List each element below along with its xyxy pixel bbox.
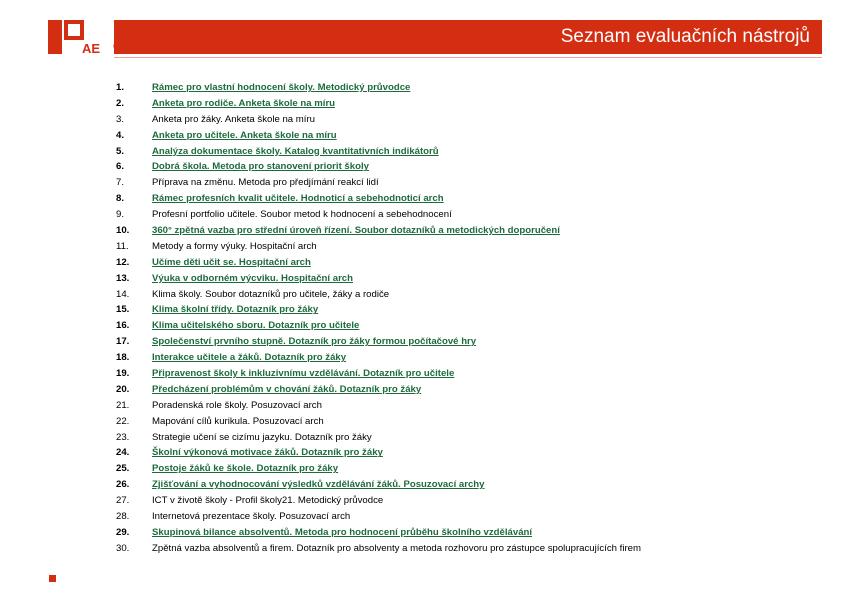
item-number: 6. bbox=[116, 161, 125, 173]
item-link[interactable]: Anketa pro učitele. Anketa škole na míru bbox=[152, 129, 337, 141]
item-link[interactable]: Připravenost školy k inkluzivnímu vzdělávání. Dotazník pro učitele bbox=[152, 368, 455, 380]
item-link[interactable]: Interakce učitele a žáků. Dotazník pro žáky bbox=[152, 352, 347, 364]
item-text: Anketa pro žáky. Anketa škole na míru bbox=[152, 113, 315, 125]
item-number: 17. bbox=[116, 336, 130, 348]
item-link[interactable]: 360° zpětná vazba pro střední úroveň řízení. Soubor dotazníků a metodických doporučení bbox=[152, 225, 560, 237]
item-link[interactable]: Analýza dokumentace školy. Katalog kvantitativních indikátorů bbox=[152, 145, 439, 157]
item-number: 11. bbox=[116, 240, 129, 252]
header-divider bbox=[114, 57, 822, 58]
list-item[interactable] bbox=[116, 461, 822, 477]
item-text: Mapování cílů kurikula. Posuzovací arch bbox=[152, 415, 324, 427]
item-number: 3. bbox=[116, 113, 125, 125]
list-item bbox=[116, 175, 822, 191]
item-link[interactable]: Dobrá škola. Metoda pro stanovení priorit školy bbox=[152, 161, 369, 173]
item-link[interactable]: Společenství prvního stupně. Dotazník pro žáky formou počítačové hry bbox=[152, 336, 477, 348]
item-number: 10. bbox=[116, 225, 130, 237]
item-link[interactable]: Školní výkonová motivace žáků. Dotazník pro žáky bbox=[152, 447, 383, 459]
list-item[interactable] bbox=[116, 334, 822, 350]
item-number: 9. bbox=[116, 209, 125, 221]
item-number: 19. bbox=[116, 368, 130, 380]
footer-marker bbox=[49, 575, 56, 582]
logo bbox=[48, 20, 114, 54]
list-item[interactable] bbox=[116, 477, 822, 493]
tagline: Cesta ke kvalitě bbox=[113, 42, 196, 51]
item-text: Profesní portfolio učitele. Soubor metod k hodnocení a sebehodnocení bbox=[152, 209, 452, 221]
item-number: 1. bbox=[116, 82, 125, 93]
item-text: Zpětná vazba absolventů a firem. Dotazník pro absolventy a metoda rozhovoru pro zástupce spolupracujících firem bbox=[152, 542, 642, 554]
list-item[interactable] bbox=[116, 318, 822, 334]
list-item[interactable] bbox=[116, 525, 822, 541]
page-title: Seznam evaluačních nástrojů bbox=[560, 26, 810, 47]
list-item bbox=[116, 509, 822, 525]
item-number: 26. bbox=[116, 479, 130, 491]
list-item bbox=[116, 430, 822, 446]
item-link[interactable]: Skupinová bilance absolventů. Metoda pro hodnocení průběhu školního vzdělávání bbox=[152, 526, 533, 538]
item-number: 14. bbox=[116, 288, 130, 300]
item-link[interactable]: Anketa pro rodiče. Anketa škole na míru bbox=[152, 97, 336, 109]
list-item bbox=[116, 207, 822, 223]
item-link[interactable]: Učíme děti učit se. Hospitační arch bbox=[152, 256, 311, 268]
item-number: 20. bbox=[116, 383, 130, 395]
list-item[interactable] bbox=[116, 382, 822, 398]
list-item[interactable] bbox=[116, 445, 822, 461]
item-number: 30. bbox=[116, 542, 130, 554]
item-number: 21. bbox=[116, 399, 130, 411]
item-text: ICT v životě školy - Profil školy21. Metodický průvodce bbox=[152, 495, 384, 507]
list-item[interactable] bbox=[116, 128, 822, 144]
item-text: Klima školy. Soubor dotazníků pro učitele, žáky a rodiče bbox=[152, 288, 390, 300]
list-item bbox=[116, 239, 822, 255]
item-number: 28. bbox=[116, 511, 130, 523]
item-number: 29. bbox=[116, 526, 130, 538]
item-number: 24. bbox=[116, 447, 130, 459]
item-link[interactable]: Klima učitelského sboru. Dotazník pro učitele bbox=[152, 320, 360, 332]
item-link[interactable]: Postoje žáků ke škole. Dotazník pro žáky bbox=[152, 463, 339, 475]
item-number: 25. bbox=[116, 463, 130, 475]
logo-notch bbox=[68, 24, 80, 36]
item-number: 15. bbox=[116, 304, 130, 316]
list-item bbox=[116, 287, 822, 303]
list-item[interactable] bbox=[116, 144, 822, 160]
item-number: 22. bbox=[116, 415, 130, 427]
list-item[interactable] bbox=[116, 255, 822, 271]
header-bar bbox=[114, 20, 822, 54]
item-text: Strategie učení se cizímu jazyku. Dotazník pro žáky bbox=[152, 431, 372, 443]
list-item bbox=[116, 493, 822, 509]
item-number: 5. bbox=[116, 145, 125, 157]
item-text: Internetová prezentace školy. Posuzovací arch bbox=[152, 511, 351, 523]
list-item bbox=[116, 414, 822, 430]
item-link[interactable]: Výuka v odborném výcviku. Hospitační arch bbox=[152, 272, 354, 284]
item-number: 18. bbox=[116, 352, 130, 364]
item-number: 13. bbox=[116, 272, 130, 284]
item-text: Metody a formy výuky. Hospitační arch bbox=[152, 240, 317, 252]
list-item[interactable] bbox=[116, 366, 822, 382]
logo-block-left bbox=[48, 20, 62, 54]
tools-list bbox=[116, 80, 822, 557]
item-text: Poradenská role školy. Posuzovací arch bbox=[152, 399, 322, 411]
item-link[interactable]: Rámec profesních kvalit učitele. Hodnoticí a sebehodnoticí arch bbox=[152, 193, 444, 205]
list-item[interactable] bbox=[116, 350, 822, 366]
list-item[interactable] bbox=[116, 191, 822, 207]
item-link[interactable]: Zjišťování a vyhodnocování výsledků vzdělávání žáků. Posuzovací archy bbox=[152, 479, 485, 491]
list-item[interactable] bbox=[116, 159, 822, 175]
logo-text: AE bbox=[82, 41, 101, 54]
item-number: 16. bbox=[116, 320, 130, 332]
list-item[interactable] bbox=[116, 271, 822, 287]
item-number: 4. bbox=[116, 129, 125, 141]
item-link[interactable]: Předcházení problémům v chování žáků. Dotazník pro žáky bbox=[152, 383, 422, 395]
item-number: 23. bbox=[116, 431, 130, 443]
item-link[interactable]: Rámec pro vlastní hodnocení školy. Metodický průvodce bbox=[152, 82, 411, 93]
item-number: 8. bbox=[116, 193, 125, 205]
list-item[interactable] bbox=[116, 96, 822, 112]
item-number: 2. bbox=[116, 97, 125, 109]
item-number: 7. bbox=[116, 177, 125, 189]
list-item bbox=[116, 112, 822, 128]
item-text: Příprava na změnu. Metoda pro předjímání reakcí lidí bbox=[152, 177, 379, 189]
list-item bbox=[116, 398, 822, 414]
list-item bbox=[116, 541, 822, 557]
item-link[interactable]: Klima školní třídy. Dotazník pro žáky bbox=[152, 304, 319, 316]
list-item[interactable] bbox=[116, 80, 822, 96]
list-item[interactable] bbox=[116, 223, 822, 239]
item-number: 27. bbox=[116, 495, 130, 507]
item-number: 12. bbox=[116, 256, 130, 268]
list-item[interactable] bbox=[116, 302, 822, 318]
